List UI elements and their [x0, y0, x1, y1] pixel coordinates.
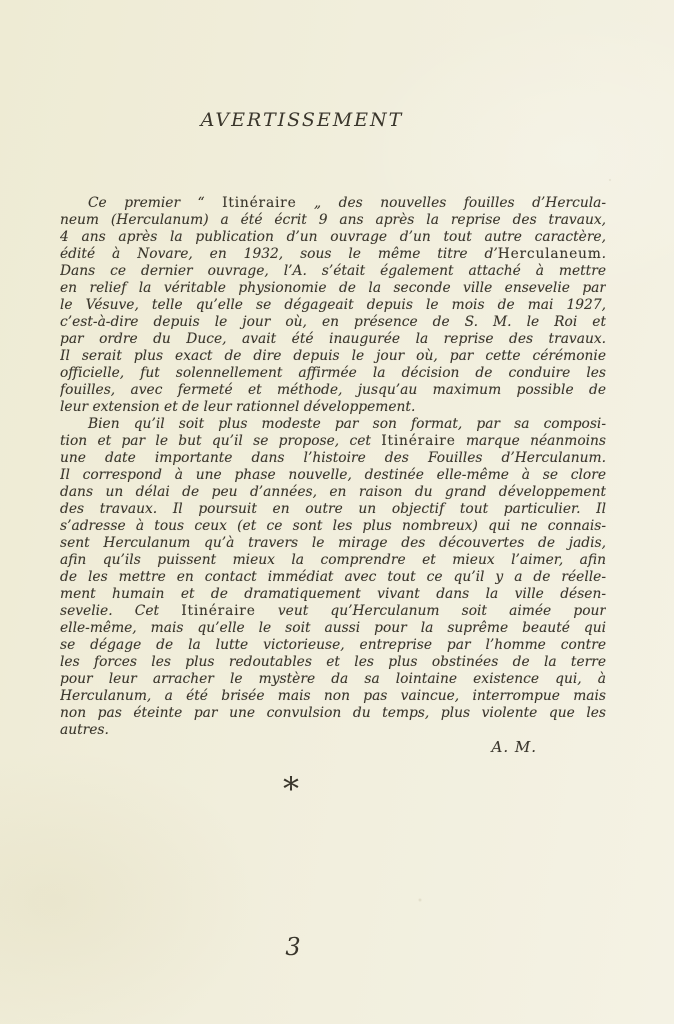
- text-segment: Dans ce dernier ouvrage, l’A. s’était également attaché à mettre: [60, 263, 606, 279]
- body-line-p2-17: [60, 688, 606, 705]
- text-segment: c’est-à-dire depuis le jour où, en présence de S. M. le Roi et: [60, 314, 606, 330]
- text-segment: Herculanum, a été brisée mais non pas vaincue, interrompue mais: [60, 688, 606, 704]
- body-line-p2-7: [60, 518, 606, 535]
- text-segment: les forces les plus redoutables et les plus obstinées de la terre: [60, 654, 606, 670]
- body-line-p1-2: [60, 212, 606, 229]
- body-line-p2-16: [60, 671, 606, 688]
- text-segment: officielle, fut solennellement affirmée la décision de conduire les: [60, 365, 606, 381]
- body-line-p2-13: [60, 620, 606, 637]
- body-line-p2-12: [60, 603, 606, 620]
- text-segment: leur extension et de leur rationnel développement.: [60, 399, 416, 415]
- text-segment: afin qu’ils puissent mieux la comprendre et mieux l’aimer, afin: [60, 552, 606, 568]
- page-number: 3: [285, 933, 301, 961]
- body-line-p2-8: [60, 535, 606, 552]
- body-line-p2-9: [60, 552, 606, 569]
- text-segment: tion et par le but qu’il se propose, cet: [60, 433, 382, 449]
- body-line-p1-13: [60, 399, 606, 416]
- body-line-p1-10: [60, 348, 606, 365]
- text-segment: s’adresse à tous ceux (et ce sont les plus nombreux) qui ne connais-: [60, 518, 606, 534]
- body-line-p2-11: [60, 586, 606, 603]
- text-segment: sevelie. Cet: [60, 603, 182, 619]
- body-line-p2-1: [60, 416, 606, 433]
- text-segment: sent Herculanum qu’à travers le mirage des découvertes de jadis,: [60, 535, 606, 551]
- text-segment: par ordre du Duce, avait été inaugurée la reprise des travaux.: [60, 331, 606, 347]
- asterisk-divider: *: [283, 770, 299, 808]
- text-segment: Il serait plus exact de dire depuis le jour où, par cette cérémonie: [60, 348, 606, 364]
- body-line-p1-5: [60, 263, 606, 280]
- text-segment-roman: Herculaneum: [497, 246, 602, 262]
- body-line-p1-7: [60, 297, 606, 314]
- body-line-p2-2: [60, 433, 606, 450]
- body-line-p2-15: [60, 654, 606, 671]
- page-title: AVERTISSEMENT: [200, 109, 404, 131]
- text-segment: pour leur arracher le mystère da sa lointaine existence qui, à: [60, 671, 606, 687]
- text-segment: non pas éteinte par une convulsion du temps, plus violente que les: [60, 705, 606, 721]
- body-line-p1-6: [60, 280, 606, 297]
- body-line-p1-11: [60, 365, 606, 382]
- body-line-p1-12: [60, 382, 606, 399]
- body-line-p1-8: [60, 314, 606, 331]
- body-line-p1-4: [60, 246, 606, 263]
- text-segment: se dégage de la lutte victorieuse, entreprise par l’homme contre: [60, 637, 606, 653]
- text-segment: dans un délai de peu d’années, en raison du grand développement: [60, 484, 606, 500]
- text-segment: „ des nouvelles fouilles d’Hercula-: [296, 195, 606, 211]
- body-line-p2-4: [60, 467, 606, 484]
- body-text: [60, 195, 606, 756]
- text-segment: édité à Novare, en 1932, sous le même titre d’: [60, 246, 498, 262]
- text-segment: Il correspond à une phase nouvelle, destinée elle-même à se clore: [60, 467, 606, 483]
- text-segment: Bien qu’il soit plus modeste par son format, par sa composi-: [88, 416, 606, 432]
- text-segment: 4 ans après la publication d’un ouvrage d’un tout autre caractère,: [60, 229, 606, 245]
- text-segment: fouilles, avec fermeté et méthode, jusqu’au maximum possible de: [60, 382, 606, 398]
- text-segment-roman: Itinéraire: [381, 433, 456, 449]
- body-line-p2-18: [60, 705, 606, 722]
- text-segment: neum (Herculanum) a été écrit 9 ans après la reprise des travaux,: [60, 212, 606, 228]
- divider-row: [60, 772, 606, 806]
- body-line-p2-19: [60, 722, 606, 739]
- text-segment-roman: Itinéraire: [181, 603, 256, 619]
- body-line-p2-6: [60, 501, 606, 518]
- signature: A. M.: [491, 738, 537, 756]
- text-segment: .: [601, 246, 606, 262]
- body-line-p1-1: [60, 195, 606, 212]
- title-row: [60, 106, 606, 134]
- body-line-p2-3: [60, 450, 606, 467]
- text-segment: le Vésuve, telle qu’elle se dégageait depuis le mois de mai 1927,: [60, 297, 606, 313]
- text-segment: marque néanmoins: [455, 433, 606, 449]
- text-segment: Ce premier “: [88, 195, 223, 211]
- page-number-row: [60, 932, 606, 962]
- text-segment: elle-même, mais qu’elle le soit aussi pour la suprême beauté qui: [60, 620, 606, 636]
- text-segment-roman: Itinéraire: [222, 195, 297, 211]
- text-segment: de les mettre en contact immédiat avec tout ce qu’il y a de réelle-: [60, 569, 606, 585]
- text-segment: autres.: [60, 722, 109, 738]
- body-line-p2-5: [60, 484, 606, 501]
- body-line-p1-9: [60, 331, 606, 348]
- text-segment: en relief la véritable physionomie de la seconde ville ensevelie par: [60, 280, 606, 296]
- body-line-p2-10: [60, 569, 606, 586]
- text-segment: des travaux. Il poursuit en outre un objectif tout particulier. Il: [60, 501, 606, 517]
- text-segment: ment humain et de dramatiquement vivant dans la ville désen-: [60, 586, 606, 602]
- text-segment: une date importante dans l’histoire des Fouilles d’Herculanum.: [60, 450, 606, 466]
- body-line-p1-3: [60, 229, 606, 246]
- body-line-p2-14: [60, 637, 606, 654]
- text-segment: veut qu’Herculanum soit aimée pour: [255, 603, 606, 619]
